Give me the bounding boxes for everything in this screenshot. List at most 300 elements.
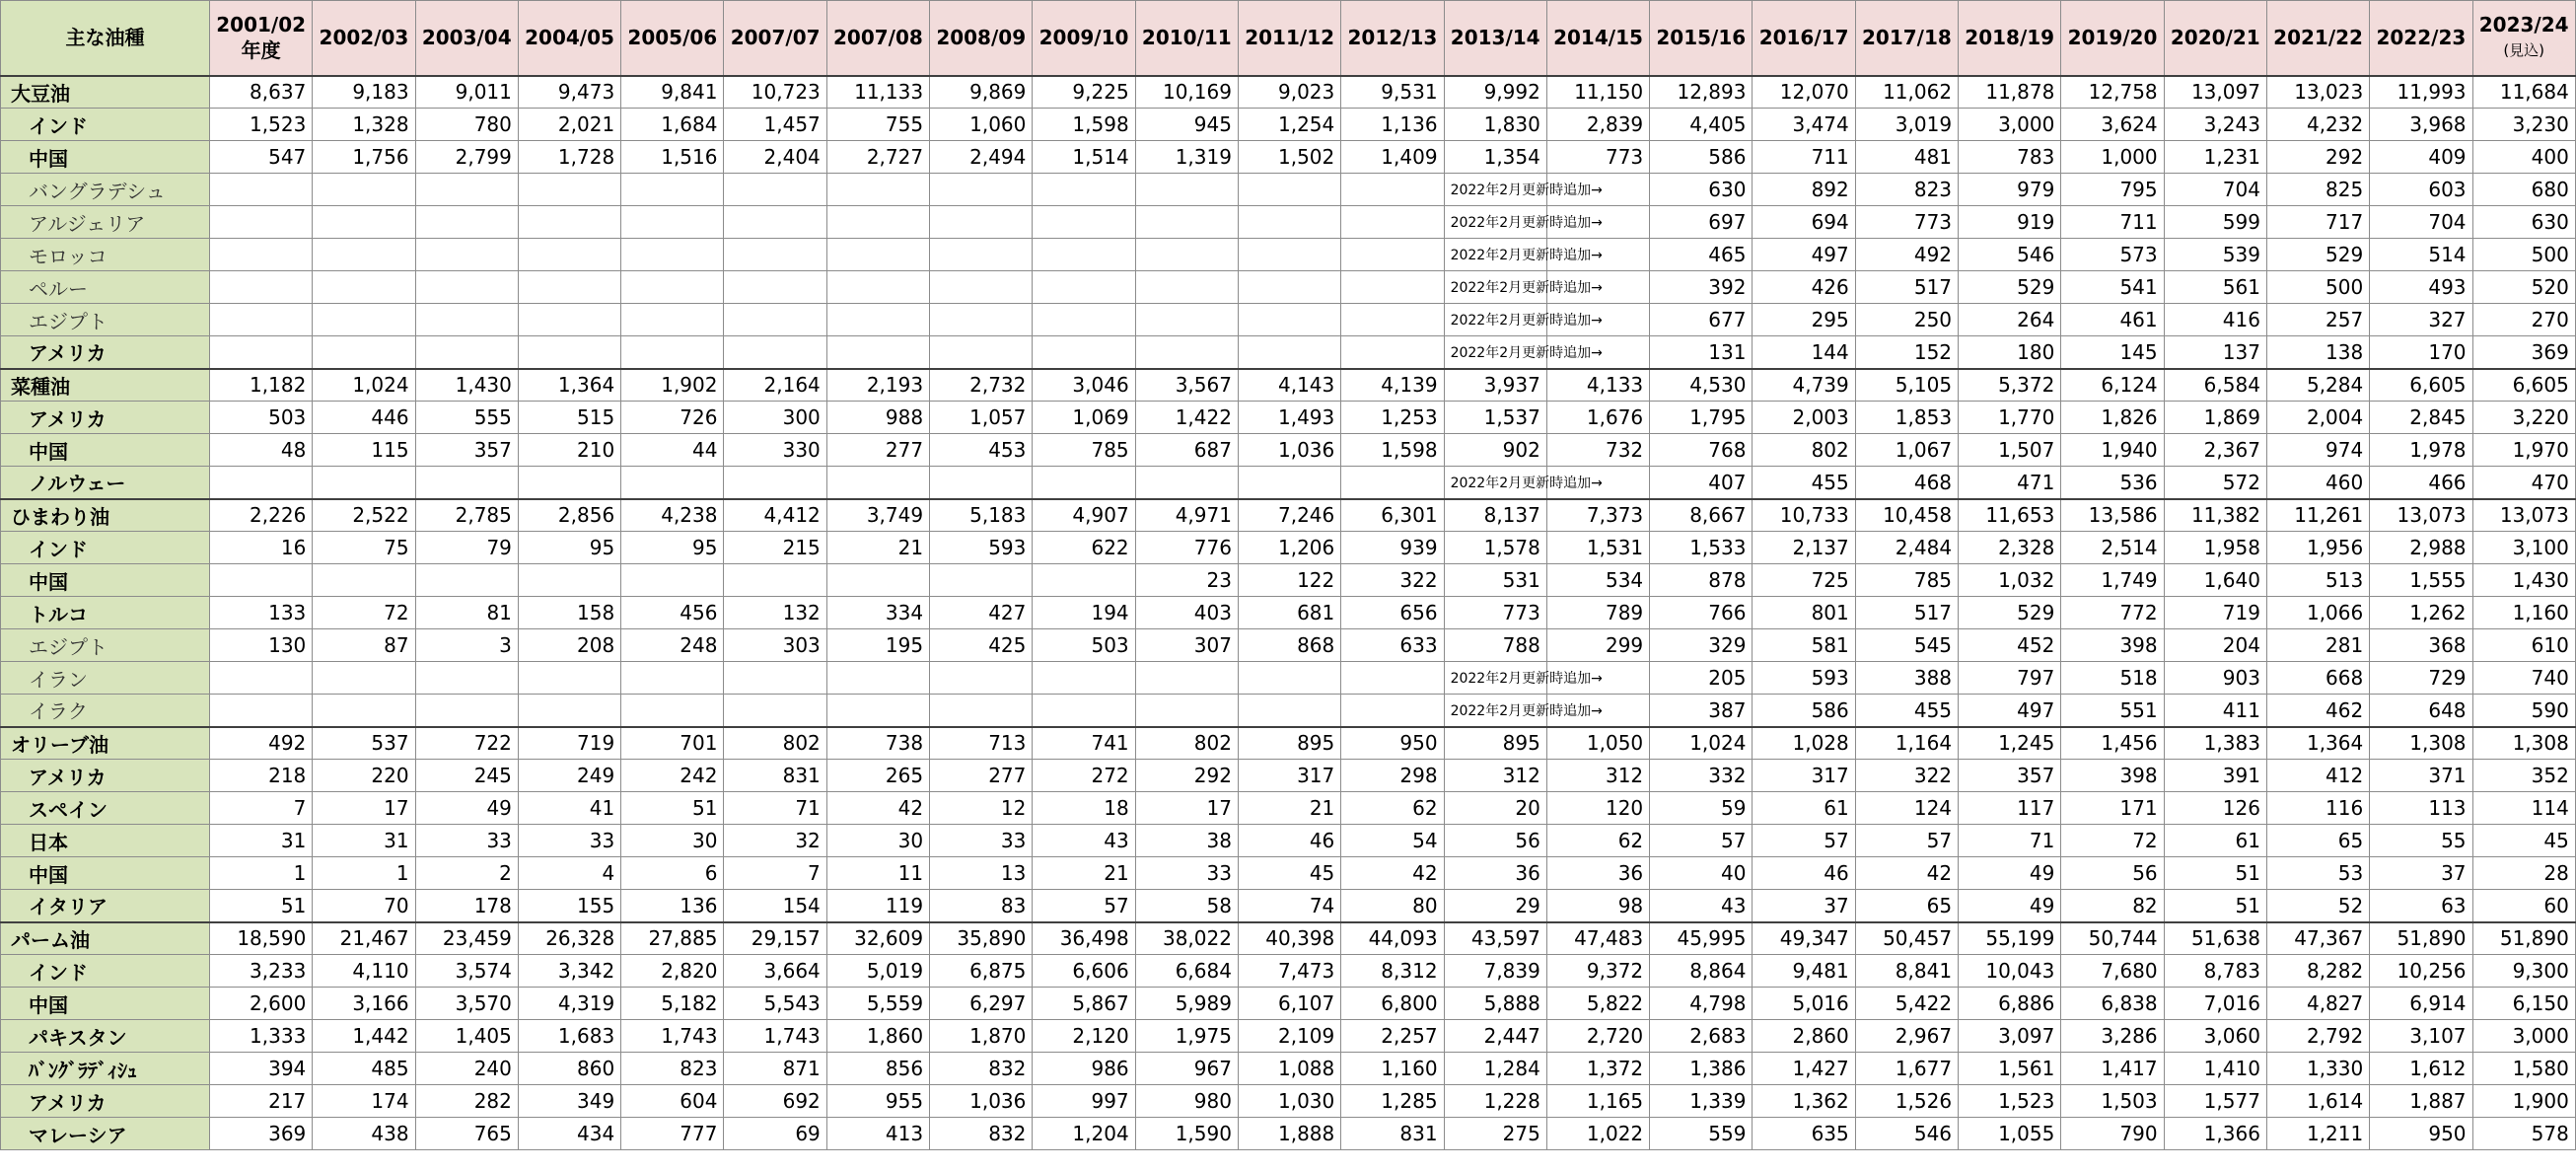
value-cell: 1,417	[2061, 1053, 2164, 1085]
value-cell	[930, 174, 1033, 206]
value-cell: 455	[1753, 467, 1855, 499]
country-row	[1, 1053, 2576, 1085]
value-cell: 65	[2266, 825, 2369, 857]
value-cell: 1,253	[1341, 402, 1444, 434]
value-cell: 732	[1546, 434, 1649, 467]
value-cell: 43	[1033, 825, 1135, 857]
value-cell: 856	[826, 1053, 929, 1085]
value-cell: 1,900	[2472, 1085, 2575, 1118]
value-cell	[1341, 304, 1444, 336]
value-cell	[621, 564, 724, 597]
value-cell: 32,609	[826, 922, 929, 955]
value-cell: 71	[724, 792, 826, 825]
value-cell: 902	[1444, 434, 1546, 467]
value-cell: 33	[518, 825, 620, 857]
value-cell: 2,732	[930, 369, 1033, 402]
value-cell: 46	[1238, 825, 1340, 857]
update-note: 2022年2月更新時追加→	[1444, 304, 1546, 336]
value-cell: 80	[1341, 890, 1444, 922]
value-cell: 5,543	[724, 988, 826, 1020]
value-cell: 425	[930, 629, 1033, 662]
value-cell: 7,246	[1238, 499, 1340, 532]
value-cell: 95	[621, 532, 724, 564]
value-cell: 500	[2266, 271, 2369, 304]
value-cell	[724, 467, 826, 499]
country-row	[1, 239, 2576, 271]
country-row	[1, 564, 2576, 597]
country-name: ペルー	[1, 271, 210, 304]
value-cell: 740	[2472, 662, 2575, 695]
value-cell: 322	[1341, 564, 1444, 597]
value-cell: 2,004	[2266, 402, 2369, 434]
value-cell: 205	[1650, 662, 1753, 695]
value-cell: 7,373	[1546, 499, 1649, 532]
value-cell: 245	[415, 760, 518, 792]
country-name: バングラデシュ	[1, 174, 210, 206]
value-cell: 38	[1135, 825, 1238, 857]
value-cell: 11,684	[2472, 76, 2575, 109]
value-cell: 515	[518, 402, 620, 434]
value-cell: 777	[621, 1118, 724, 1150]
value-cell: 1,405	[415, 1020, 518, 1053]
value-cell: 117	[1959, 792, 2061, 825]
value-cell: 789	[1546, 597, 1649, 629]
oil-total-row	[1, 499, 2576, 532]
value-cell: 773	[1444, 597, 1546, 629]
country-row	[1, 792, 2576, 825]
value-cell: 30	[621, 825, 724, 857]
value-cell	[930, 695, 1033, 727]
value-cell: 1,164	[1855, 727, 1958, 760]
value-cell: 1,523	[1959, 1085, 2061, 1118]
value-cell	[930, 239, 1033, 271]
value-cell: 1,683	[518, 1020, 620, 1053]
country-row	[1, 304, 2576, 336]
value-cell: 697	[1650, 206, 1753, 239]
value-cell: 98	[1546, 890, 1649, 922]
value-cell: 45	[2472, 825, 2575, 857]
value-cell: 3,000	[1959, 109, 2061, 141]
value-cell: 36,498	[1033, 922, 1135, 955]
value-cell: 1,422	[1135, 402, 1238, 434]
value-cell: 513	[2266, 564, 2369, 597]
header-year	[1753, 1, 1855, 76]
value-cell: 878	[1650, 564, 1753, 597]
value-cell: 578	[2472, 1118, 2575, 1150]
value-cell: 1,598	[1341, 434, 1444, 467]
oil-name: オリーブ油	[1, 727, 210, 760]
value-cell: 257	[2266, 304, 2369, 336]
value-cell: 46	[1753, 857, 1855, 890]
value-cell	[415, 336, 518, 369]
value-cell: 3,019	[1855, 109, 1958, 141]
value-cell	[415, 239, 518, 271]
value-cell: 1,956	[2266, 532, 2369, 564]
country-row	[1, 206, 2576, 239]
update-note: 2022年2月更新時追加→	[1444, 336, 1546, 369]
value-cell: 218	[210, 760, 313, 792]
value-cell: 1,262	[2370, 597, 2472, 629]
value-cell: 75	[313, 532, 415, 564]
country-row	[1, 662, 2576, 695]
value-cell: 1,427	[1753, 1053, 1855, 1085]
value-cell: 5,105	[1855, 369, 1958, 402]
value-cell: 462	[2266, 695, 2369, 727]
value-cell: 2,967	[1855, 1020, 1958, 1053]
country-name: アメリカ	[1, 760, 210, 792]
value-cell: 371	[2370, 760, 2472, 792]
header-year	[210, 1, 313, 76]
value-cell: 1,502	[1238, 141, 1340, 174]
value-cell: 9,473	[518, 76, 620, 109]
value-cell: 295	[1753, 304, 1855, 336]
value-cell: 2,820	[621, 955, 724, 988]
value-cell: 388	[1855, 662, 1958, 695]
value-cell: 492	[210, 727, 313, 760]
header-year-label: 2011/12	[1245, 26, 1335, 50]
header-year-label: 2013/14	[1450, 26, 1540, 50]
value-cell	[1033, 174, 1135, 206]
value-cell	[621, 174, 724, 206]
value-cell: 773	[1855, 206, 1958, 239]
value-cell: 1,507	[1959, 434, 2061, 467]
value-cell: 1,067	[1855, 434, 1958, 467]
value-cell: 593	[930, 532, 1033, 564]
value-cell: 3,230	[2472, 109, 2575, 141]
value-cell: 1,590	[1135, 1118, 1238, 1150]
value-cell: 3,342	[518, 955, 620, 988]
value-cell: 4,110	[313, 955, 415, 988]
update-note: 2022年2月更新時追加→	[1444, 239, 1546, 271]
value-cell: 2,109	[1238, 1020, 1340, 1053]
value-cell: 21,467	[313, 922, 415, 955]
value-cell	[724, 239, 826, 271]
value-cell: 1,362	[1753, 1085, 1855, 1118]
header-year	[2472, 1, 2575, 76]
value-cell	[724, 304, 826, 336]
value-cell: 7,016	[2164, 988, 2266, 1020]
value-cell	[313, 336, 415, 369]
value-cell: 9,183	[313, 76, 415, 109]
value-cell: 312	[1546, 760, 1649, 792]
value-cell	[1033, 239, 1135, 271]
value-cell: 9,869	[930, 76, 1033, 109]
value-cell: 51,890	[2370, 922, 2472, 955]
header-year-label: 2008/09	[936, 26, 1027, 50]
header-year	[2370, 1, 2472, 76]
value-cell: 517	[1855, 597, 1958, 629]
header-year	[1546, 1, 1649, 76]
value-cell: 832	[930, 1118, 1033, 1150]
header-year	[724, 1, 826, 76]
value-cell	[1341, 239, 1444, 271]
value-cell: 1,853	[1855, 402, 1958, 434]
value-cell: 8,137	[1444, 499, 1546, 532]
value-cell: 4,412	[724, 499, 826, 532]
value-cell: 2,367	[2164, 434, 2266, 467]
value-cell: 503	[1033, 629, 1135, 662]
value-cell: 1,442	[313, 1020, 415, 1053]
header-year-label: 2023/24	[2478, 13, 2569, 37]
value-cell: 7	[724, 857, 826, 890]
value-cell: 1,383	[2164, 727, 2266, 760]
value-cell: 332	[1650, 760, 1753, 792]
value-cell: 610	[2472, 629, 2575, 662]
value-cell: 2,193	[826, 369, 929, 402]
table-body	[1, 76, 2576, 1150]
header-year	[2164, 1, 2266, 76]
value-cell: 2,720	[1546, 1020, 1649, 1053]
value-cell: 719	[518, 727, 620, 760]
value-cell: 54	[1341, 825, 1444, 857]
value-cell	[210, 695, 313, 727]
value-cell: 95	[518, 532, 620, 564]
country-name: パキスタン	[1, 1020, 210, 1053]
value-cell: 7,680	[2061, 955, 2164, 988]
value-cell	[1341, 271, 1444, 304]
value-cell: 677	[1650, 304, 1753, 336]
value-cell: 648	[2370, 695, 2472, 727]
value-cell: 3	[415, 629, 518, 662]
value-cell: 2,856	[518, 499, 620, 532]
value-cell: 11,062	[1855, 76, 1958, 109]
value-cell: 42	[1855, 857, 1958, 890]
value-cell: 790	[2061, 1118, 2164, 1150]
value-cell: 322	[1855, 760, 1958, 792]
value-cell: 2	[415, 857, 518, 890]
value-cell: 5,822	[1546, 988, 1649, 1020]
value-cell: 303	[724, 629, 826, 662]
value-cell: 738	[826, 727, 929, 760]
value-cell: 4,530	[1650, 369, 1753, 402]
value-cell	[518, 564, 620, 597]
value-cell: 1,940	[2061, 434, 2164, 467]
value-cell: 1,970	[2472, 434, 2575, 467]
value-cell	[1135, 174, 1238, 206]
value-cell: 586	[1753, 695, 1855, 727]
value-cell: 470	[2472, 467, 2575, 499]
value-cell: 83	[930, 890, 1033, 922]
country-name: 中国	[1, 434, 210, 467]
value-cell	[313, 271, 415, 304]
value-cell: 1,577	[2164, 1085, 2266, 1118]
value-cell: 780	[415, 109, 518, 141]
value-cell: 70	[313, 890, 415, 922]
oil-total-row	[1, 922, 2576, 955]
value-cell	[826, 304, 929, 336]
value-cell: 460	[2266, 467, 2369, 499]
value-cell: 21	[1238, 792, 1340, 825]
value-cell: 71	[1959, 825, 2061, 857]
value-cell: 31	[313, 825, 415, 857]
value-cell	[210, 336, 313, 369]
value-cell: 581	[1753, 629, 1855, 662]
value-cell: 823	[621, 1053, 724, 1085]
value-cell: 1,830	[1444, 109, 1546, 141]
value-cell	[826, 695, 929, 727]
header-year-label: 2009/10	[1038, 26, 1129, 50]
value-cell	[415, 695, 518, 727]
value-cell: 6,606	[1033, 955, 1135, 988]
value-cell: 1,228	[1444, 1085, 1546, 1118]
value-cell	[313, 206, 415, 239]
value-cell: 45	[1238, 857, 1340, 890]
value-cell: 722	[415, 727, 518, 760]
value-cell: 72	[313, 597, 415, 629]
value-cell: 6,800	[1341, 988, 1444, 1020]
value-cell: 656	[1341, 597, 1444, 629]
value-cell: 1,206	[1238, 532, 1340, 564]
value-cell: 1,612	[2370, 1053, 2472, 1085]
value-cell: 292	[2266, 141, 2369, 174]
value-cell: 903	[2164, 662, 2266, 695]
value-cell	[826, 239, 929, 271]
value-cell: 115	[313, 434, 415, 467]
value-cell: 713	[930, 727, 1033, 760]
value-cell: 51,638	[2164, 922, 2266, 955]
value-cell: 534	[1546, 564, 1649, 597]
value-cell: 773	[1546, 141, 1649, 174]
value-cell: 1,860	[826, 1020, 929, 1053]
value-cell: 427	[930, 597, 1033, 629]
value-cell: 2,003	[1753, 402, 1855, 434]
value-cell: 2,845	[2370, 402, 2472, 434]
value-cell	[1341, 695, 1444, 727]
value-cell: 282	[415, 1085, 518, 1118]
value-cell: 1,136	[1341, 109, 1444, 141]
value-cell: 5,989	[1135, 988, 1238, 1020]
value-cell: 7,839	[1444, 955, 1546, 988]
value-cell: 1,580	[2472, 1053, 2575, 1085]
value-cell: 1,366	[2164, 1118, 2266, 1150]
country-row	[1, 629, 2576, 662]
value-cell: 50,744	[2061, 922, 2164, 955]
value-cell: 635	[1753, 1118, 1855, 1150]
value-cell: 195	[826, 629, 929, 662]
value-cell: 126	[2164, 792, 2266, 825]
value-cell: 33	[415, 825, 518, 857]
value-cell: 802	[1753, 434, 1855, 467]
value-cell	[1341, 467, 1444, 499]
value-cell: 1,036	[1238, 434, 1340, 467]
value-cell	[518, 304, 620, 336]
header-row	[1, 1, 2576, 76]
header-year-label: 2007/08	[833, 26, 923, 50]
value-cell	[313, 239, 415, 271]
value-cell: 1,030	[1238, 1085, 1340, 1118]
value-cell: 81	[415, 597, 518, 629]
update-note: 2022年2月更新時追加→	[1444, 662, 1546, 695]
value-cell: 717	[2266, 206, 2369, 239]
value-cell: 171	[2061, 792, 2164, 825]
value-cell: 1,888	[1238, 1118, 1340, 1150]
value-cell	[518, 467, 620, 499]
header-year	[415, 1, 518, 76]
value-cell: 411	[2164, 695, 2266, 727]
value-cell: 369	[2472, 336, 2575, 369]
value-cell: 541	[2061, 271, 2164, 304]
header-year	[1650, 1, 1753, 76]
value-cell	[415, 662, 518, 695]
value-cell: 59	[1650, 792, 1753, 825]
value-cell: 2,494	[930, 141, 1033, 174]
update-note: 2022年2月更新時追加→	[1444, 467, 1546, 499]
value-cell: 497	[1753, 239, 1855, 271]
value-cell: 950	[2370, 1118, 2472, 1150]
header-year	[826, 1, 929, 76]
value-cell: 1,756	[313, 141, 415, 174]
value-cell: 194	[1033, 597, 1135, 629]
value-cell: 704	[2164, 174, 2266, 206]
value-cell: 2,021	[518, 109, 620, 141]
value-cell: 144	[1753, 336, 1855, 369]
value-cell	[621, 662, 724, 695]
value-cell: 79	[415, 532, 518, 564]
value-cell: 1,743	[621, 1020, 724, 1053]
value-cell: 82	[2061, 890, 2164, 922]
value-cell: 10,256	[2370, 955, 2472, 988]
value-cell: 368	[2370, 629, 2472, 662]
header-year-label: 2015/16	[1656, 26, 1747, 50]
value-cell: 529	[1959, 271, 2061, 304]
value-cell	[1341, 174, 1444, 206]
country-row	[1, 109, 2576, 141]
value-cell: 352	[2472, 760, 2575, 792]
value-cell: 1,308	[2472, 727, 2575, 760]
value-cell: 997	[1033, 1085, 1135, 1118]
country-name: 中国	[1, 857, 210, 890]
value-cell: 1,640	[2164, 564, 2266, 597]
value-cell: 37	[1753, 890, 1855, 922]
value-cell: 33	[1135, 857, 1238, 890]
value-cell	[210, 206, 313, 239]
value-cell: 1,516	[621, 141, 724, 174]
value-cell: 545	[1855, 629, 1958, 662]
value-cell: 6,107	[1238, 988, 1340, 1020]
value-cell: 3,233	[210, 955, 313, 988]
value-cell: 265	[826, 760, 929, 792]
value-cell: 453	[930, 434, 1033, 467]
value-cell: 394	[210, 1053, 313, 1085]
value-cell	[1238, 304, 1340, 336]
value-cell: 7	[210, 792, 313, 825]
header-year-label: 2010/11	[1141, 26, 1232, 50]
value-cell: 765	[415, 1118, 518, 1150]
value-cell	[930, 662, 1033, 695]
value-cell: 307	[1135, 629, 1238, 662]
value-cell	[313, 467, 415, 499]
value-cell: 5,888	[1444, 988, 1546, 1020]
value-cell: 116	[2266, 792, 2369, 825]
value-cell: 1,795	[1650, 402, 1753, 434]
header-year-label: 2003/04	[421, 26, 512, 50]
value-cell: 1,531	[1546, 532, 1649, 564]
value-cell: 210	[518, 434, 620, 467]
value-cell	[930, 304, 1033, 336]
value-cell: 250	[1855, 304, 1958, 336]
value-cell: 5,016	[1753, 988, 1855, 1020]
value-cell	[518, 271, 620, 304]
value-cell	[724, 662, 826, 695]
value-cell: 1,069	[1033, 402, 1135, 434]
value-cell: 517	[1855, 271, 1958, 304]
value-cell	[826, 467, 929, 499]
value-cell: 12	[930, 792, 1033, 825]
value-cell: 555	[415, 402, 518, 434]
value-cell	[1238, 467, 1340, 499]
value-cell	[313, 695, 415, 727]
header-year	[1341, 1, 1444, 76]
